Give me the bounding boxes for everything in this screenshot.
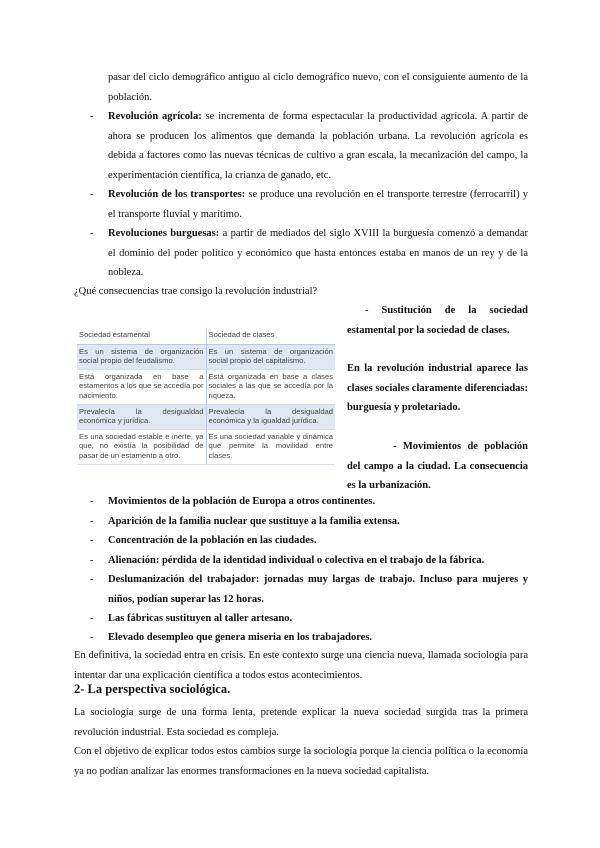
table-header-clases: Sociedad de clases	[206, 328, 335, 344]
bullet-consequence: Elevado desempleo que genera miseria en los trabajadores.	[108, 632, 373, 643]
table-cell: Es una sociedad variable y dinámica que permite la movilidad entre clases.	[206, 429, 335, 464]
section-title: 2- La perspectiva sociológica.	[74, 682, 231, 696]
continuation-text: pasar del ciclo demográfico antiguo al ciclo demográfico nuevo, con el consiguiente aumento de la población.	[108, 72, 528, 103]
bullet-dash: -	[90, 574, 94, 585]
bullet-dash: -	[90, 613, 94, 624]
bullet-consequence: Aparición de la familia nuclear que sustituye a la familia extensa.	[108, 516, 400, 527]
bullet-dash: -	[90, 189, 94, 200]
bullet-dash: -	[90, 535, 94, 546]
bullet-text: se incrementa de forma espectacular la productividad agrícola. A partir de ahora se producen los alimentos que demanda la población urbana. La revolución agrícola es debida a factores como las nuevas técnicas de cultivo a gran escala, la mecanización del campo, la experimentación científica, la crianza de ganado, etc.	[108, 111, 528, 181]
table-cell: Prevalecía la desigualdad económica y jurídica.	[77, 404, 206, 429]
right-column-text: Movimientos de población del campo a la ciudad. La consecuencia es la urbanización.	[347, 441, 529, 492]
table-row	[77, 404, 335, 429]
paragraph-2: Con el objetivo de explicar todos estos cambios surge la sociología porque la ciencia política o la economía ya no podían analizar las enormes transformaciones en la nueva sociedad capitalista.	[74, 746, 528, 777]
bullet-consequence: Concentración de la población en las ciudades.	[108, 535, 317, 546]
dash-prefix: -	[365, 305, 382, 316]
bullet-dash: -	[90, 516, 94, 527]
bullet-dash: -	[90, 496, 94, 507]
bullet-consequence: Las fábricas sustituyen al taller artesano.	[108, 613, 293, 624]
table-cell: Es un sistema de organización social propio del feudalismo.	[77, 344, 206, 369]
bullet-term: Revolución agrícola:	[108, 111, 202, 122]
bullet-revoluciones-burguesas	[108, 224, 528, 283]
bullet-term: Revolución de los transportes:	[108, 189, 246, 200]
bullet-dash: -	[90, 632, 94, 643]
conclusion-text: En definitiva, la sociedad entra en crisis. En este contexto surge una ciencia nueva, llamada sociología para intentar dar una explicación científica a todos estos acontecimientos.	[74, 650, 528, 681]
bullet-dash: -	[90, 555, 94, 566]
bullet-dash: -	[90, 111, 94, 122]
bullet-term: Revoluciones burguesas:	[108, 228, 220, 239]
right-column-clases: En la revolución industrial aparece las clases sociales claramente diferenciadas: burguesía y proletariado.	[347, 363, 528, 414]
table-row	[77, 369, 335, 404]
dash-prefix: -	[393, 441, 403, 452]
table-row	[77, 344, 335, 369]
right-column-sustitucion	[347, 301, 528, 340]
comparison-table	[77, 328, 335, 465]
bullet-revolucion-agricola	[108, 107, 528, 185]
bullet-dash: -	[90, 228, 94, 239]
bullet-consequence: Movimientos de la población de Europa a otros continentes.	[108, 496, 376, 507]
table-cell: Es una sociedad estable e inerte, ya que, no existía la posibilidad de pasar de un estamento a otro.	[77, 429, 206, 464]
table-cell: Está organizada en base a clases sociales a las que se accedía por la riqueza.	[206, 369, 335, 404]
table-cell: Prevalecía la desigualdad económica y la igualdad jurídica.	[206, 404, 335, 429]
bullet-consequence: Deslumanización del trabajador: jornadas muy largas de trabajo. Incluso para mujeres y niños, podían superar las 12 horas.	[108, 574, 528, 605]
bullet-consequence: Alienación: pérdida de la identidad individual o colectiva en el trabajo de la fábrica.	[108, 555, 485, 566]
paragraph-1: La sociología surge de una forma lenta, pretende explicar la nueva sociedad surgida tras la primera revolución industrial. Esta sociedad es compleja.	[74, 707, 528, 738]
bullet-text: se produce una revolución en el transporte terrestre (ferrocarril) y el transporte fluvial y marítimo.	[108, 189, 528, 220]
right-column-movimientos	[347, 437, 528, 496]
right-column-text: Sustitución de la sociedad estamental por la sociedad de clases.	[347, 305, 529, 336]
bullet-revolucion-transportes	[108, 185, 528, 224]
table-row	[77, 429, 335, 464]
table-cell: Está organizada en base a estamentos a los que se accedía por nacimiento.	[77, 369, 206, 404]
table-header-estamental: Sociedad estamental	[77, 328, 206, 344]
table-cell: Es un sistema de organización social propio del capitalismo.	[206, 344, 335, 369]
bullet-text: a partir de mediados del siglo XVIII la burguesía comenzó a demandar el dominio del poder político y económico que hasta entonces estaba en manos de un rey y de la nobleza.	[108, 228, 528, 279]
question-text: ¿Qué consecuencias trae consigo la revolución industrial?	[74, 286, 318, 297]
